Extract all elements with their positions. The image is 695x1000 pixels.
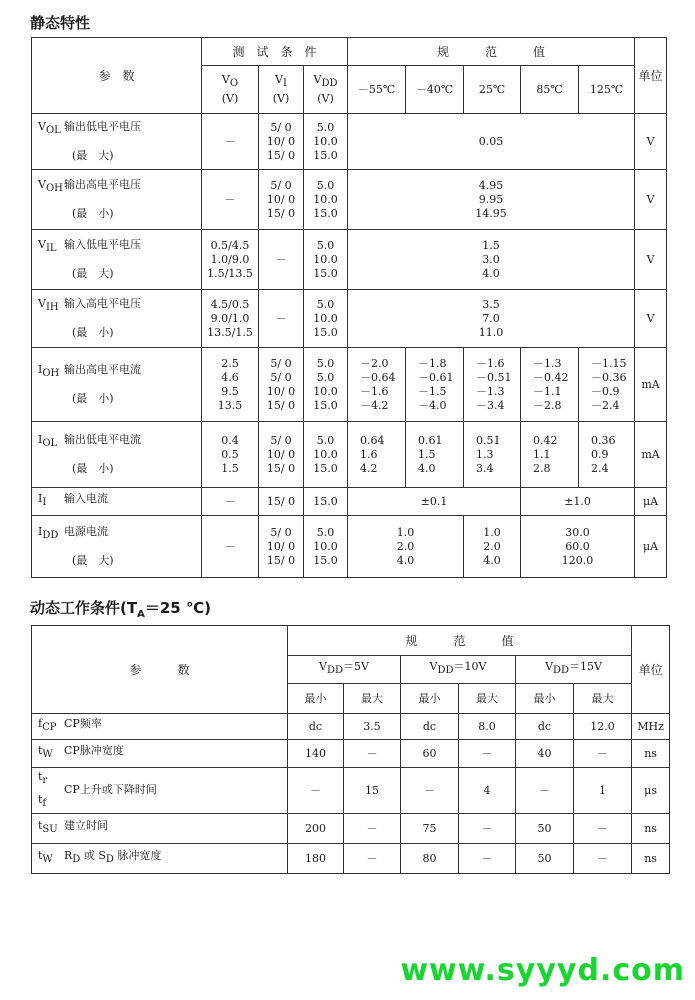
param-idd: $I_{DD}$ 电源电流 (最 大) [32, 516, 202, 578]
iol-temp-m40: 0.61 1.5 4.0 [406, 422, 464, 488]
tsu-unit: ns [632, 814, 670, 844]
dyn-header-spec: 规 范 值 [288, 626, 632, 656]
trtf-v5-min: － [288, 768, 344, 814]
table-row [32, 844, 670, 874]
twr-v15-max: － [574, 844, 632, 874]
dyn-header-max: 最大 [574, 684, 632, 714]
iol-temp-85: 0.42 1.1 2.8 [521, 422, 579, 488]
header-test-conditions: 测 试 条 件 [202, 38, 348, 66]
twr-v5-min: 180 [288, 844, 344, 874]
dyn-header-vdd15: $V_{DD}=15V$ [516, 656, 632, 684]
header-temp-25: 25℃ [464, 66, 521, 114]
voh-unit: V [635, 170, 667, 230]
vil-vdd: 5.0 10.0 15.0 [304, 230, 348, 290]
ioh-vi: 5/ 0 5/ 0 10/ 0 15/ 0 [259, 348, 304, 422]
header-temp-m40: －40℃ [406, 66, 464, 114]
ii-vi: 15/ 0 [259, 488, 304, 516]
header-vo: $V_O$ (V) [202, 66, 259, 114]
tsu-v10-min: 75 [401, 814, 459, 844]
twr-v5-max: － [344, 844, 401, 874]
table-row [32, 422, 667, 488]
tw-v10-max: － [459, 740, 516, 768]
voh-vo: － [202, 170, 259, 230]
idd-value-a: 1.0 2.0 4.0 [348, 516, 464, 578]
table-row [32, 516, 667, 578]
idd-vi: 5/ 0 10/ 0 15/ 0 [259, 516, 304, 578]
tw-v15-min: 40 [516, 740, 574, 768]
fcp-v10-max: 8.0 [459, 714, 516, 740]
dyn-header-max: 最大 [459, 684, 516, 714]
ii-vdd: 15.0 [304, 488, 348, 516]
dyn-header-vdd5: $V_{DD}=5V$ [288, 656, 401, 684]
table-row [32, 488, 667, 516]
vol-vi: 5/ 0 10/ 0 15/ 0 [259, 114, 304, 170]
table-row [32, 290, 667, 348]
twr-v15-min: 50 [516, 844, 574, 874]
trtf-unit: μs [632, 768, 670, 814]
iol-vo: 0.4 0.5 1.5 [202, 422, 259, 488]
dyn-header-min: 最小 [401, 684, 459, 714]
dynamic-section-title: 动态工作条件($T_A=25$ ℃) [30, 599, 211, 620]
tsu-v5-max: － [344, 814, 401, 844]
voh-vi: 5/ 0 10/ 0 15/ 0 [259, 170, 304, 230]
ioh-temp-85: －1.3 －0.42 －1.1 －2.8 [521, 348, 579, 422]
trtf-v10-min: － [401, 768, 459, 814]
param-tw-cp: $t_W$ CP脉冲宽度 [32, 740, 288, 768]
voh-vdd: 5.0 10.0 15.0 [304, 170, 348, 230]
vih-vo: 4.5/0.5 9.0/1.0 13.5/1.5 [202, 290, 259, 348]
vih-value: 3.5 7.0 11.0 [348, 290, 635, 348]
table-row [32, 230, 667, 290]
ioh-temp-m55: －2.0 －0.64 －1.6 －4.2 [348, 348, 406, 422]
vil-vi: － [259, 230, 304, 290]
param-voh: $V_{OH}$输出高电平电压 (最 小) [32, 170, 202, 230]
param-vol: $V_{OL}$ 输出低电平电压 (最 大) [32, 114, 202, 170]
param-tsu: $t_{SU}$ 建立时间 [32, 814, 288, 844]
static-characteristics-table [31, 37, 667, 578]
dyn-header-max: 最大 [344, 684, 401, 714]
table-row [32, 768, 670, 814]
vih-vi: － [259, 290, 304, 348]
table-row [32, 814, 670, 844]
iol-unit: mA [635, 422, 667, 488]
header-vi: $V_I$ (V) [259, 66, 304, 114]
header-param: 参 数 [32, 38, 202, 114]
idd-value-c: 30.0 60.0 120.0 [521, 516, 635, 578]
param-vil: $V_{IL}$ 输入低电平电压 (最 大) [32, 230, 202, 290]
static-section-title: 静态特性 [30, 14, 91, 32]
ii-vo: － [202, 488, 259, 516]
param-ii: $I_I$ 输入电流 [32, 488, 202, 516]
tw-v5-max: － [344, 740, 401, 768]
tsu-v10-max: － [459, 814, 516, 844]
voh-value: 4.95 9.95 14.95 [348, 170, 635, 230]
iol-temp-25: 0.51 1.3 3.4 [464, 422, 521, 488]
tw-unit: ns [632, 740, 670, 768]
vol-unit: V [635, 114, 667, 170]
trtf-v15-max: 1 [574, 768, 632, 814]
ii-high-temp: ±1.0 [521, 488, 635, 516]
idd-value-b: 1.0 2.0 4.0 [464, 516, 521, 578]
twr-v10-min: 80 [401, 844, 459, 874]
iol-temp-125: 0.36 0.9 2.4 [579, 422, 635, 488]
idd-vdd: 5.0 10.0 15.0 [304, 516, 348, 578]
fcp-v5-min: dc [288, 714, 344, 740]
idd-unit: μA [635, 516, 667, 578]
dyn-header-param: 参 数 [32, 626, 288, 714]
table-row [32, 714, 670, 740]
iol-temp-m55: 0.64 1.6 4.2 [348, 422, 406, 488]
vil-vo: 0.5/4.5 1.0/9.0 1.5/13.5 [202, 230, 259, 290]
dyn-header-min: 最小 [516, 684, 574, 714]
header-temp-125: 125℃ [579, 66, 635, 114]
vih-vdd: 5.0 10.0 15.0 [304, 290, 348, 348]
table-row [32, 740, 670, 768]
param-vih: $V_{IH}$ 输入高电平电压 (最 小) [32, 290, 202, 348]
param-tr-tf: $t_r$ $t_fCP$上升或下降时间 [32, 768, 288, 814]
ii-low-temp: ±0.1 [348, 488, 521, 516]
fcp-v10-min: dc [401, 714, 459, 740]
vih-unit: V [635, 290, 667, 348]
trtf-v15-min: － [516, 768, 574, 814]
ioh-unit: mA [635, 348, 667, 422]
trtf-v10-max: 4 [459, 768, 516, 814]
twr-unit: ns [632, 844, 670, 874]
dyn-header-vdd10: $V_{DD}=10V$ [401, 656, 516, 684]
vol-vo: － [202, 114, 259, 170]
fcp-unit: MHz [632, 714, 670, 740]
vol-value: 0.05 [348, 114, 635, 170]
trtf-v5-max: 15 [344, 768, 401, 814]
ioh-temp-25: －1.6 －0.51 －1.3 －3.4 [464, 348, 521, 422]
vil-value: 1.5 3.0 4.0 [348, 230, 635, 290]
header-vdd: $V_{DD}$ (V) [304, 66, 348, 114]
fcp-v15-min: dc [516, 714, 574, 740]
param-tw-rd-sd: $t_W$ $R_D$ 或 $S_D$ 脉冲宽度 [32, 844, 288, 874]
ioh-vo: 2.5 4.6 9.5 13.5 [202, 348, 259, 422]
iol-vi: 5/ 0 10/ 0 15/ 0 [259, 422, 304, 488]
table-row [32, 114, 667, 170]
fcp-v15-max: 12.0 [574, 714, 632, 740]
iol-vdd: 5.0 10.0 15.0 [304, 422, 348, 488]
idd-vo: － [202, 516, 259, 578]
header-spec-values: 规 范 值 [348, 38, 635, 66]
ioh-temp-125: －1.15 －0.36 －0.9 －2.4 [579, 348, 635, 422]
ioh-temp-m40: －1.8 －0.61 －1.5 －4.0 [406, 348, 464, 422]
tsu-v5-min: 200 [288, 814, 344, 844]
param-iol: $I_{OL}$ 输出低电平电流 (最 小) [32, 422, 202, 488]
tw-v5-min: 140 [288, 740, 344, 768]
ii-unit: μA [635, 488, 667, 516]
param-fcp: $f_{CP}$ CP频率 [32, 714, 288, 740]
dyn-header-unit: 单位 [632, 626, 670, 714]
dynamic-conditions-table [31, 625, 670, 874]
tsu-v15-max: － [574, 814, 632, 844]
header-temp-85: 85℃ [521, 66, 579, 114]
twr-v10-max: － [459, 844, 516, 874]
dyn-header-min: 最小 [288, 684, 344, 714]
tsu-v15-min: 50 [516, 814, 574, 844]
vol-vdd: 5.0 10.0 15.0 [304, 114, 348, 170]
header-temp-m55: －55℃ [348, 66, 406, 114]
table-row [32, 348, 667, 422]
param-ioh: $I_{OH}$ 输出高电平电流 (最 小) [32, 348, 202, 422]
tw-v10-min: 60 [401, 740, 459, 768]
header-unit: 单位 [635, 38, 667, 114]
table-row [32, 170, 667, 230]
vil-unit: V [635, 230, 667, 290]
ioh-vdd: 5.0 5.0 10.0 15.0 [304, 348, 348, 422]
tw-v15-max: － [574, 740, 632, 768]
watermark-url[interactable]: www.syyyd.com [400, 953, 685, 988]
fcp-v5-max: 3.5 [344, 714, 401, 740]
